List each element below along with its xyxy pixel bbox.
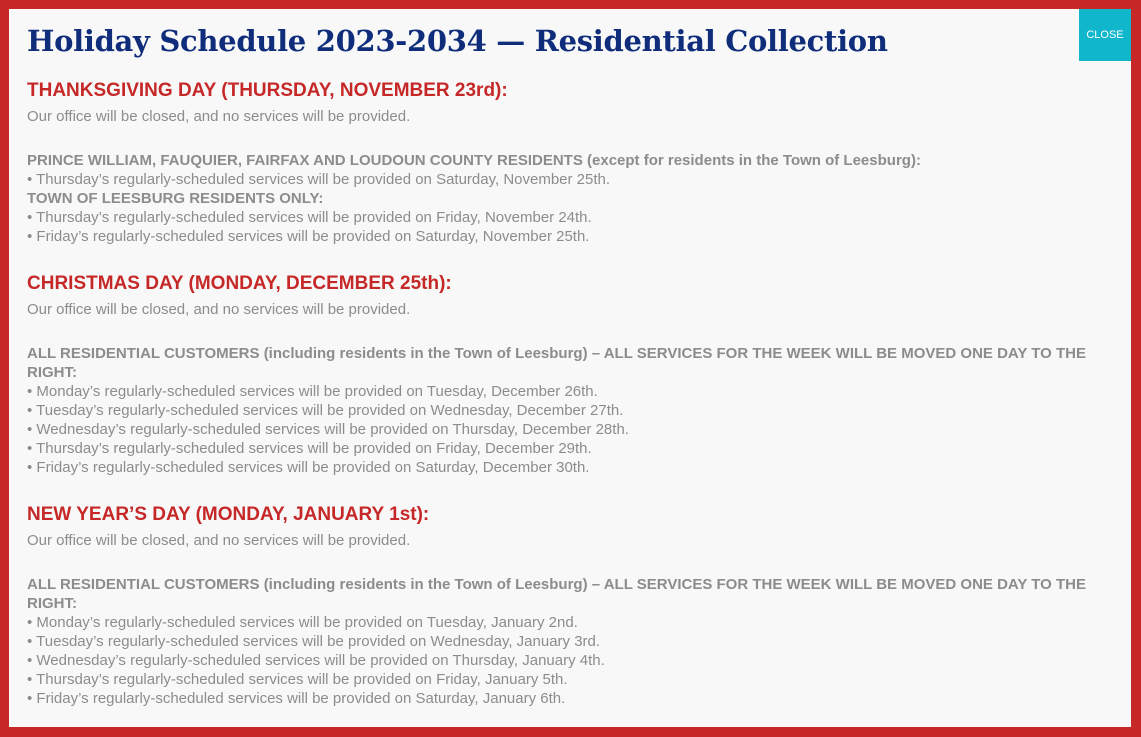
section-heading: CHRISTMAS DAY (MONDAY, DECEMBER 25th):: [27, 273, 452, 294]
list-item: • Thursday’s regularly-scheduled services will be provided on Friday, January 5th.: [27, 671, 568, 688]
list-item: • Wednesday’s regularly-scheduled services will be provided on Thursday, January 4th.: [27, 652, 605, 669]
group-heading: ALL RESIDENTIAL CUSTOMERS (including residents in the Town of Leesburg) – ALL SERVICES FOR THE WEEK WILL BE MOVED ONE DAY TO THE RIGHT:: [27, 345, 1086, 381]
holiday-schedule-modal: [9, 9, 1131, 727]
list-item: • Monday’s regularly-scheduled services will be provided on Tuesday, December 26th.: [27, 383, 598, 400]
office-closed-note: Our office will be closed, and no services will be provided.: [27, 532, 411, 549]
page-title: Holiday Schedule 2023-2034 — Residential Collection: [27, 24, 888, 58]
group-heading: TOWN OF LEESBURG RESIDENTS ONLY:: [27, 190, 324, 207]
group-heading: PRINCE WILLIAM, FAUQUIER, FAIRFAX AND LOUDOUN COUNTY RESIDENTS (except for residents in the Town of Leesburg):: [27, 152, 921, 169]
list-item: • Thursday’s regularly-scheduled services will be provided on Saturday, November 25th.: [27, 171, 611, 188]
section-thanksgiving: [27, 79, 1087, 246]
list-item: • Friday’s regularly-scheduled services will be provided on Saturday, December 30th.: [27, 459, 590, 476]
residents-group: [27, 151, 1087, 246]
section-heading: NEW YEAR’S DAY (MONDAY, JANUARY 1st):: [27, 504, 430, 525]
residents-group: [27, 344, 1087, 477]
list-item: • Thursday’s regularly-scheduled services will be provided on Friday, November 24th.: [27, 209, 592, 226]
section-christmas: [27, 272, 1087, 477]
close-button[interactable]: CLOSE: [1079, 9, 1131, 61]
list-item: • Friday’s regularly-scheduled services will be provided on Saturday, November 25th.: [27, 228, 590, 245]
schedule-content: [27, 79, 1087, 708]
list-item: • Friday’s regularly-scheduled services will be provided on Saturday, January 6th.: [27, 690, 566, 707]
section-new-years: [27, 503, 1087, 708]
section-heading: THANKSGIVING DAY (THURSDAY, NOVEMBER 23rd):: [27, 80, 508, 101]
list-item: • Thursday’s regularly-scheduled services will be provided on Friday, December 29th.: [27, 440, 592, 457]
list-item: • Wednesday’s regularly-scheduled services will be provided on Thursday, December 28th.: [27, 421, 629, 438]
group-heading: ALL RESIDENTIAL CUSTOMERS (including residents in the Town of Leesburg) – ALL SERVICES FOR THE WEEK WILL BE MOVED ONE DAY TO THE RIGHT:: [27, 576, 1086, 612]
list-item: • Tuesday’s regularly-scheduled services will be provided on Wednesday, January 3rd.: [27, 633, 601, 650]
residents-group: [27, 575, 1087, 708]
list-item: • Monday’s regularly-scheduled services will be provided on Tuesday, January 2nd.: [27, 614, 578, 631]
list-item: • Tuesday’s regularly-scheduled services will be provided on Wednesday, December 27th.: [27, 402, 624, 419]
office-closed-note: Our office will be closed, and no services will be provided.: [27, 301, 411, 318]
office-closed-note: Our office will be closed, and no services will be provided.: [27, 108, 411, 125]
